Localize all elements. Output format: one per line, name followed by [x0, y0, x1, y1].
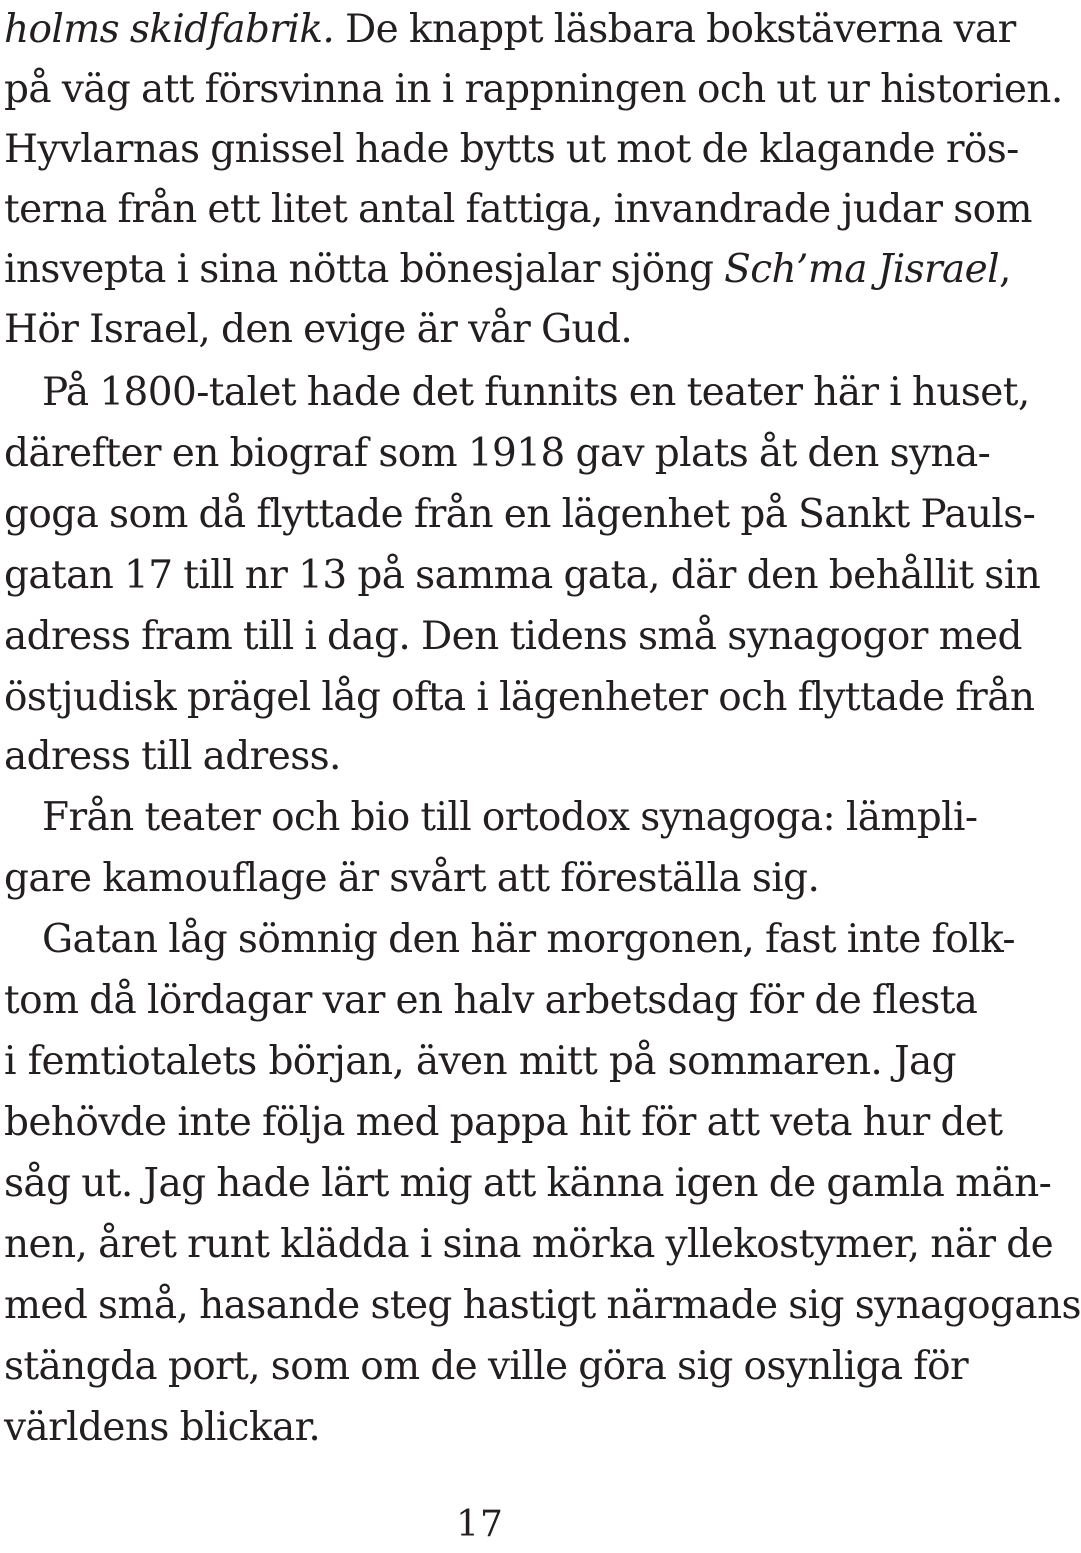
text-segment: östjudisk prägel låg ofta i lägenheter och flyttade från: [4, 675, 1035, 720]
text-segment: Från teater och bio till ortodox synagoga: lämpli-: [42, 795, 978, 840]
text-segment: tom då lördagar var en halv arbetsdag för de flesta: [4, 978, 978, 1023]
text-line: [4, 0, 1016, 60]
text-line: [4, 727, 956, 787]
text-line: [4, 1337, 969, 1397]
text-segment: nen, året runt klädda i sina mörka yllekostymer, när de: [4, 1222, 1054, 1267]
text-segment: På 1800-talet hade det funnits en teater här i huset,: [42, 370, 1030, 415]
text-line: [4, 60, 1063, 120]
italic-text: holms skidfabrik.: [4, 7, 335, 52]
text-segment: med små, hasande steg hastigt närmade sig synagogans: [4, 1283, 1081, 1328]
page-number: 17: [456, 1504, 504, 1545]
text-line: [4, 120, 1019, 180]
text-segment: behövde inte följa med pappa hit för att veta hur det: [4, 1100, 1003, 1145]
text-segment: gare kamouflage är svårt att föreställa sig.: [4, 856, 820, 901]
text-line: [4, 424, 991, 484]
italic-text: Sch’ma Jisrael: [724, 247, 1000, 292]
text-line: [4, 1398, 956, 1458]
text-segment: i femtiotalets början, även mitt på sommaren. Jag: [4, 1039, 956, 1084]
text-segment: stängda port, som om de ville göra sig osynliga för: [4, 1344, 969, 1389]
text-segment: Hör Israel, den evige är vår Gud.: [4, 307, 633, 352]
text-segment: Hyvlarnas gnissel hade bytts ut mot de klagande rös-: [4, 127, 1019, 172]
text-line: [4, 788, 978, 848]
text-line: [4, 1215, 1054, 1275]
text-segment: De knappt läsbara bokstäverna var: [334, 7, 1016, 52]
text-line: [4, 1032, 956, 1092]
text-segment: terna från ett litet antal fattiga, invandrade judar som: [4, 187, 1032, 232]
text-line: [4, 1154, 1052, 1214]
text-segment: adress fram till i dag. Den tidens små synagogor med: [4, 614, 1022, 659]
text-line: [4, 849, 956, 909]
text-line: [4, 668, 1035, 728]
text-segment: Gatan låg sömnig den här morgonen, fast inte folk-: [42, 917, 1016, 962]
text-line: [4, 240, 1011, 300]
text-line: [4, 607, 1022, 667]
text-segment: därefter en biograf som 1918 gav plats åt den syna-: [4, 431, 991, 476]
text-line: [4, 971, 978, 1031]
text-line: [4, 300, 956, 360]
text-segment: på väg att försvinna in i rappningen och ut ur historien.: [4, 67, 1063, 112]
text-line: [4, 485, 1036, 545]
text-line: [4, 1093, 1003, 1153]
text-segment: såg ut. Jag hade lärt mig att känna igen de gamla män-: [4, 1161, 1052, 1206]
text-segment: världens blickar.: [4, 1405, 321, 1450]
text-segment: adress till adress.: [4, 734, 341, 779]
text-line: [4, 910, 1016, 970]
text-segment: ,: [999, 247, 1011, 292]
text-line: [4, 546, 1041, 606]
text-segment: insvepta i sina nötta bönesjalar sjöng: [4, 247, 725, 292]
text-segment: goga som då flyttade från en lägenhet på Sankt Pauls-: [4, 492, 1036, 537]
text-line: [4, 180, 1032, 240]
text-line: [4, 1276, 1081, 1336]
text-line: [4, 363, 1030, 423]
text-segment: gatan 17 till nr 13 på samma gata, där den behållit sin: [4, 553, 1041, 598]
